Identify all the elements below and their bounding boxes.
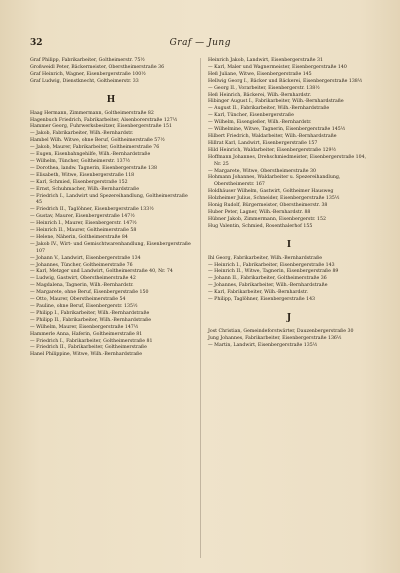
directory-entry: Graf Heinrich, Wagner, Eisenbergerstraße 100½ [30,71,146,77]
directory-entry: — Margarete, ohne Beruf, Eisenbergerstraße 150 [30,290,149,296]
directory-entry: — Friedrich I., Fabrikarbeiter, Goltheimerstraße 81 [30,338,153,344]
running-head: Graf — Jung [169,38,231,48]
directory-entry: — Philipp I., Fabrikarbeiter, Wilh.-Bernhardstraße [30,310,150,316]
directory-entry: — Wilhelm, Maurer, Eisenbergerstraße 147½ [30,324,139,330]
directory-entry: Heinrich Jakob, Landwirt, Eisenbergerstraße 31 [208,58,323,63]
directory-entry: — Margarete, Witwe, Oberstheimerstraße 30 [208,168,316,174]
directory-entry: — Eugen, Eisenbahngehilfe, Wilh.-Bernhardstraße [30,152,151,158]
directory-entry: — Johannes, Fabrikarbeiter, Wilh.-Bernhardstraße [208,283,328,289]
directory-entry: — Martin, Landwirt, Eisenbergerstraße 135½ [208,342,318,348]
directory-entry: — Karl, Tüncher, Eisenbergerstraße [208,113,294,119]
directory-entry: — Heinrich II., Maurer, Goltheimerstraße 58 [30,228,137,234]
directory-entry: Hibinger August I., Fabrikarbeiter, Wilh.-Bernhardstraße [208,99,344,105]
directory-entry: Hübner Jakob, Zimmermann, Eisenbergerstr. 152 [208,216,326,222]
directory-entry: Heß Heinrich, Bäckerei, Wilh.-Bernhardstr. [208,92,312,98]
directory-entry: — Jakob, Fabrikarbeiter, Wilh.-Bernhardstr. [30,131,134,137]
directory-entry: Graf Philipp, Fabrikarbeiter, Goltheimerstr. 75½ [30,58,145,63]
page-number: 32 [30,38,43,48]
directory-entry: Hanel Philippine, Witwe, Wilh.-Bernhardstraße [30,352,143,358]
directory-entry: — Otto, Maurer, Oberstheimerstraße 54 [30,297,126,303]
section-letter: J [286,313,292,323]
directory-entry: — Ernst, Schuhmacher, Wilh.-Bernhardstraße [30,186,139,192]
directory-entry: — Magdalena, Tagnerin, Wilh.-Bernhardstr. [30,283,134,289]
directory-entry: Heß Juliane, Witwe, Eisenbergerstraße 145 [208,71,312,77]
directory-entry: — Ludwig, Gastwirt, Oberstheimerstraße 42 [30,276,136,282]
directory-entry: Honig Rudolf, Bürgermeister, Oberstheimerstr. 38 [208,203,328,209]
directory-entry: — Heinrich I., Fabrikarbeiter, Eisenbergerstraße 143 [208,262,335,268]
directory-entry: — Wilhelm, Tüncher, Goltheimerstr. 137½ [30,158,131,164]
directory-entry: — Georg II., Vorarbeiter, Eisenbergerstr. 138½ [208,85,320,91]
directory-entry: — Johann V., Landwirt, Eisenbergerstraße 134 [30,255,141,261]
directory-entry: — Pauline, ohne Beruf, Eisenbergerstr. 135½ [30,304,138,309]
directory-entry: — Wilhelm, Eisengießer, Wilh.-Bernhardstr. [208,120,312,126]
directory-entry: Hohmann Johannes, Waldarbeiter u. Spezereihandlung, Oberstheimerstr. 167 [208,175,341,188]
left-column [30,58,192,359]
directory-entry: — Gustav, Maurer, Eisenbergerstraße 147½ [30,214,135,220]
section-letter: I [286,239,292,250]
directory-entry: — Johannes, Tüncher, Goltheimerstraße 76 [30,262,133,268]
directory-entry: Graf Ludwig, Dienstknecht, Goltheimerstr. 33 [30,78,139,84]
directory-entry: — Dorothea, landw. Tagnerin, Eisenbergerstraße 138 [30,165,157,171]
directory-entry: Hammer Georg, Fuhrwerksbesitzer, Eisenbergerstraße 151 [30,124,172,130]
directory-entry: — Wilhelmine, Witwe, Tagnerin, Eisenbergerstraße 145½ [208,127,346,133]
directory-entry: — Helene, Näherin, Goltheimerstraße 84 [30,234,128,240]
directory-entry: Hoffmann Johannes, Drehschmiedmeister, Eisenbergerstraße 104, Nr. 25 [208,154,367,167]
directory-entry: — Karl, Schmied, Eisenbergerstraße 152 [30,179,128,185]
directory-entry: Holdhäuser Wilhelm, Gastwirt, Goltheimer Hausweg [208,189,334,195]
directory-entry: Holzheimer Julius, Schneider, Eisenbergerstraße 135½ [208,196,340,202]
directory-entry: Huber Peter, Lagner, Wilh.-Bernhardstr. 88 [208,209,311,215]
directory-entry: Jung Johannes, Fabrikarbeiter, Eisenbergerstraße 136½ [208,335,342,341]
directory-entry: — Jakob, Maurer, Fabrikarbeiter, Goltheimerstraße 76 [30,145,160,151]
directory-entry: — Friedrich II., Taglöhner, Eisenbergerstraße 133½ [30,207,154,213]
directory-entry: Haag Hermann, Zimmermann, Goltheimerstraße 82 [30,110,154,116]
column-divider [200,58,201,558]
directory-entry: — Philipp II., Fabrikarbeiter, Wilh.-Bernhardstraße [30,317,152,323]
directory-entry: — Elisabeth, Witwe, Eisenbergerstraße 118 [30,172,135,178]
directory-entry: Hagenbuch Friedrich, Fabrikarbeiter, Alsenborerstraße 127½ [30,117,178,123]
right-column [208,58,370,350]
directory-entry: — Heinrich I., Maurer, Eisenbergerstr. 147½ [30,221,137,227]
directory-entry: — Friedrich I., Landwirt und Spezereihandlung, Goltheimerstraße 45 [30,193,188,206]
directory-entry: — Johann II., Fabrikarbeiter, Goltheimerstraße 36 [208,276,327,282]
directory-entry: — Karl, Fabrikarbeiter, Wilh.-Bernhardstr. [208,290,309,296]
directory-entry: Großweidl Peter, Bäckermeister, Oberstheimerstraße 36 [30,64,165,70]
page-header [30,38,370,50]
directory-entry: Hillrat Karl, Landwirt, Eisenbergerstraße 157 [208,140,318,146]
directory-entry: — Jakob IV., Wirt- und Gemischtwarenhandlung, Eisenbergerstraße 107 [30,241,191,254]
directory-entry: — Heinrich II., Witwe, Tagnerin, Eisenbergerstraße 89 [208,269,339,275]
directory-entry: — Karl, Metzger und Landwirt, Goltheimerstraße 40, Nr. 74 [30,269,173,275]
directory-entry: Hug Valentin, Schmied, Rosenthalerhof 155 [208,223,313,229]
section-letter: H [106,94,116,105]
directory-entry: Hellwig Georg I., Bäcker und Bäckerei, Eisenbergerstraße 138½ [208,78,363,84]
directory-entry: — August II., Fabrikarbeiter, Wilh.-Bernhardstraße [208,106,330,112]
directory-entry: Hilbert Friedrich, Waldarbeiter, Wilh.-Bernhardstraße [208,133,337,139]
directory-entry: Jost Christian, Gemeindeforstwärter, Dauzenbergerstraße 30 [208,329,354,334]
directory-entry: Hambel Wilh. Witwe, ohne Beruf, Goltheimerstraße 57½ [30,138,165,144]
directory-entry: Hammerle Anna, Haferin, Goltheimerstraße 81 [30,331,143,337]
directory-entry: — Karl, Maler und Wagnermeister, Eisenbergerstraße 140 [208,64,347,70]
directory-entry: Hild Heinrich, Waldarbeiter, Eisenbergerstraße 129½ [208,147,337,153]
directory-entry: Ihl Georg, Fabrikarbeiter, Wilh.-Bernhardstraße [208,255,322,261]
directory-entry: — Philipp, Taglöhner, Eisenbergerstraße 143 [208,297,316,303]
directory-entry: — Friedrich II., Fabrikarbeiter, Goltheimerstraße [30,345,147,351]
